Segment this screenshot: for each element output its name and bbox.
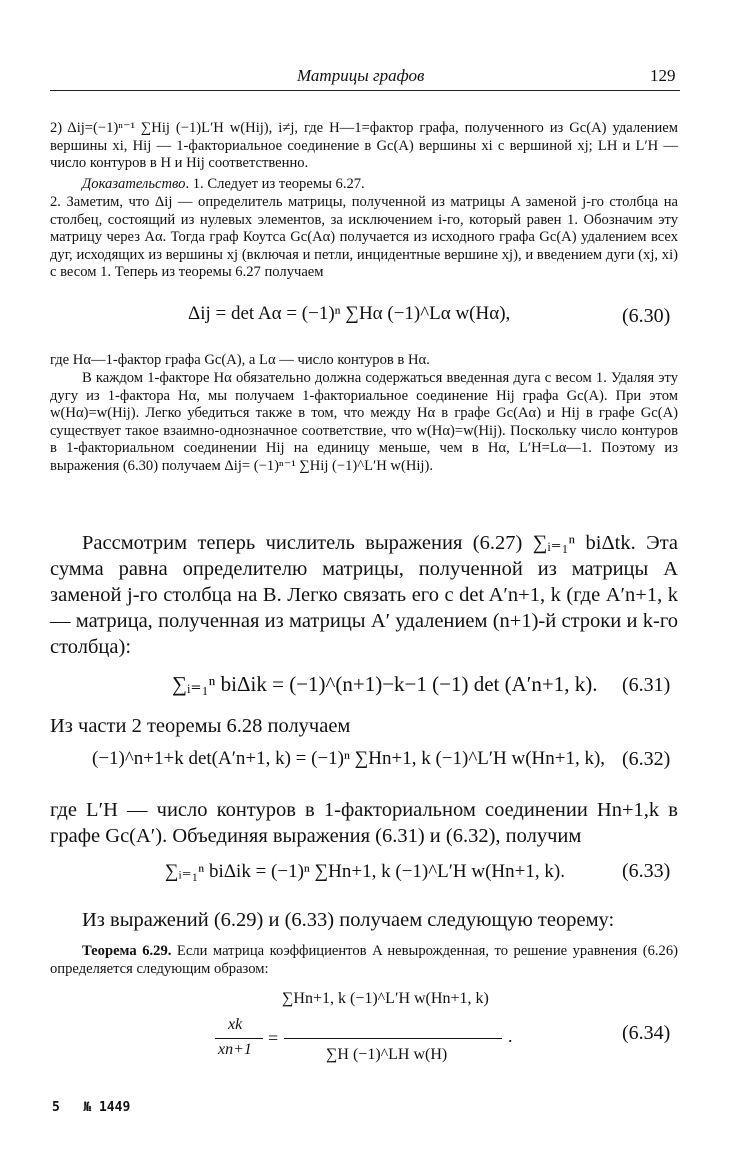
equation-6-34-right-numerator: ∑Hn+1, k (−1)^L′H w(Hn+1, k) — [282, 990, 489, 1007]
equation-number-6-32: (6.32) — [622, 748, 671, 770]
equation-6-32: (−1)^n+1+k det(A′n+1, k) = (−1)ⁿ ∑Hn+1, k (−1)^L′H w(Hn+1, k), — [92, 748, 606, 769]
equation-6-34-right-denominator: ∑H (−1)^LH w(H) — [326, 1046, 448, 1063]
equation-number-6-33: (6.33) — [622, 860, 671, 882]
order-number: № 1449 — [83, 1100, 131, 1115]
header-rule — [50, 90, 680, 91]
equation-6-34-left-fraction-bar — [215, 1038, 263, 1039]
equation-6-30: Δij = det Aα = (−1)ⁿ ∑Hα (−1)^Lα w(Hα), — [188, 303, 511, 324]
theorem-label: Теорема 6.29. — [82, 943, 172, 959]
page-number: 129 — [650, 66, 676, 85]
footer-signature — [52, 1100, 130, 1115]
proof-part-2: 2. Заметим, что Δij — определитель матрицы, полученной из матрицы A заменой j-го столбца на столбец, состоящий из нулевых элементов, за исключением i-го, который равен 1. Обозначим эту матрицу через Aα. Тогда граф Коутса Gc(Aα) получается из исходного графа Gc(A) удалением всех дуг, исходящих из вершины xj (включая и петли, инцидентные вершине xj), и введением дуги (xj, xi) с весом 1. Теперь из теоремы 6.27 получаем — [50, 194, 678, 281]
equation-6-34-left-denominator: xn+1 — [218, 1041, 252, 1058]
equation-number-6-34: (6.34) — [622, 1022, 671, 1044]
running-header-title: Матрицы графов — [297, 66, 425, 85]
paragraph-numerator: Рассмотрим теперь числитель выражения (6.27) ∑ᵢ₌₁ⁿ biΔtk. Эта сумма равна определителю матрицы, полученной из матрицы A заменой j-го столбца на B. Легко связать его с det A′n+1, k (где A′n+1, k — матрица, полученная из матрицы A′ удалением (n+1)-й строки и k-го столбца): — [50, 532, 678, 658]
equation-number-6-31: (6.31) — [622, 674, 671, 696]
equation-6-34-left-numerator: xk — [228, 1016, 243, 1033]
proof-paragraph — [50, 176, 678, 194]
equation-6-34-dot: . — [508, 1026, 513, 1046]
theorem-6-29 — [50, 943, 678, 978]
equation-6-31: ∑ᵢ₌₁ⁿ biΔik = (−1)^(n+1)−k−1 (−1) det (A′n+1, k). — [172, 672, 598, 696]
paragraph-from-expressions: Из выражений (6.29) и (6.33) получаем следующую теорему: — [82, 909, 615, 931]
equation-6-34-equals: = — [268, 1028, 279, 1048]
equation-6-33: ∑ᵢ₌₁ⁿ biΔik = (−1)ⁿ ∑Hn+1, k (−1)^L′H w(Hn+1, k). — [165, 861, 565, 882]
proof-text: . 1. Следует из теоремы 6.27. — [185, 176, 365, 192]
equation-6-34-right-fraction-bar — [284, 1038, 502, 1039]
paragraph-part-2: Из части 2 теоремы 6.28 получаем — [50, 715, 351, 737]
proof-label: Доказательство — [82, 176, 186, 192]
signature-mark: 5 — [52, 1100, 60, 1115]
item-2-statement: 2) Δij=(−1)ⁿ⁻¹ ∑Hij (−1)L′H w(Hij), i≠j, где H—1=фактор графа, полученного из Gc(A) удалением вершины xi, Hij — 1-факториальное соединение в Gc(A) вершины xi с вершиной xj; LH и L′H — число контуров в H и Hij соответственно. — [50, 120, 678, 172]
where-6-30: где Hα—1-фактор графа Gc(A), а Lα — число контуров в Hα. — [50, 352, 430, 368]
paragraph-where-6-32: где L′H — число контуров в 1-факториальном соединении Hn+1,k в графе Gc(A′). Объединяя выражения (6.31) и (6.32), получим — [50, 799, 678, 847]
paragraph-1-factor: В каждом 1-факторе Hα обязательно должна содержаться введенная дуга с весом 1. Удаляя эту дугу из 1-фактора Hα, мы получаем 1-факториальное соединение Hij графа Gc(A). При этом w(Hα)=w(Hij). Легко убедиться также в том, что между Hα в графе Gc(Aα) и Hij в графе Gc(A) существует такое взаимно-однозначное соответствие, что w(Hα)=w(Hij). Поскольку число контуров в 1-факториальном соединении Hij на единицу меньше, чем в Hα, L′H=Lα—1. Поэтому из выражения (6.30) получаем Δij= (−1)ⁿ⁻¹ ∑Hij (−1)^L′H w(Hij). — [50, 370, 678, 474]
theorem-text: Если матрица коэффициентов A невырожденная, то решение уравнения (6.26) определяется следующим образом: — [50, 943, 678, 977]
equation-number-6-30: (6.30) — [622, 305, 671, 327]
